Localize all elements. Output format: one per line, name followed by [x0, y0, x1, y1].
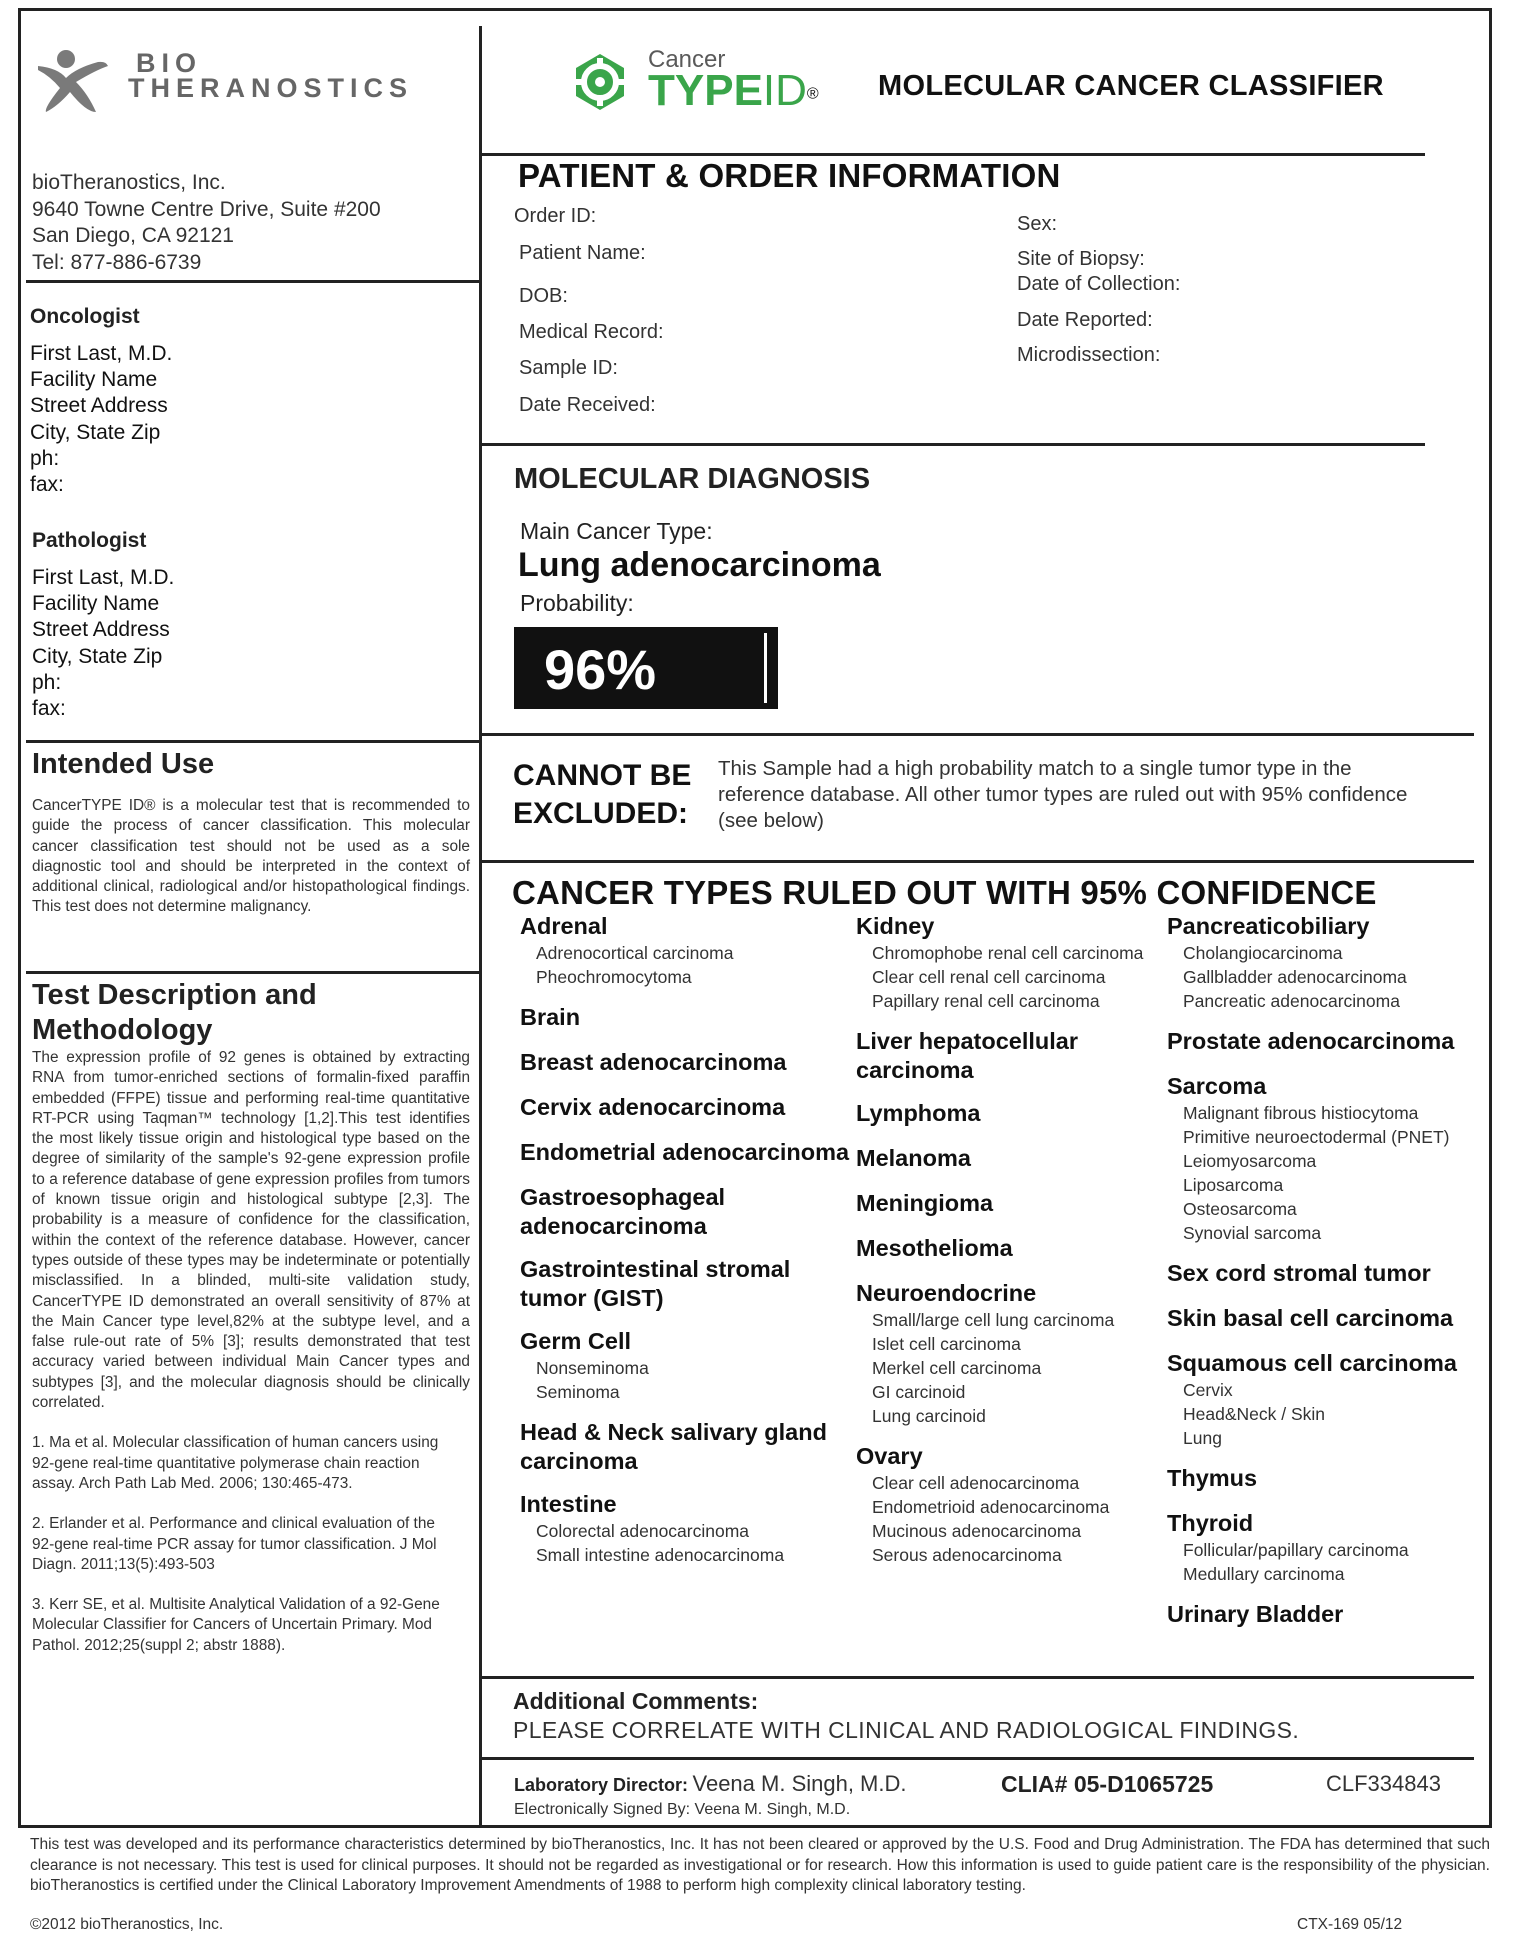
target-icon [570, 52, 630, 112]
intended-use-section [32, 747, 470, 918]
group-subtype: Small/large cell lung carcinoma [872, 1310, 1115, 1330]
group-title: Thymus [1167, 1465, 1258, 1491]
ruled-out-column-3 [1167, 912, 1467, 1643]
clia-number: CLIA# 05-D1065725 [1001, 1771, 1214, 1797]
ruled-group-intestine [520, 1490, 850, 1567]
group-title: Gastrointestinal stromal tumor (GIST) [520, 1256, 791, 1311]
signature-line [514, 1771, 907, 1797]
test-description-heading-1: Test Description and [32, 979, 317, 1011]
ruled-group-skin-basal [1167, 1304, 1467, 1333]
divider-header-right [481, 153, 1425, 156]
column-divider [479, 26, 482, 1826]
group-subtype: Mucinous adenocarcinoma [872, 1521, 1082, 1541]
product-logo-small: Cancer [648, 46, 726, 73]
group-title: Intestine [520, 1491, 617, 1517]
field-patient-name: Patient Name: [519, 242, 646, 264]
field-date-received: Date Received: [519, 394, 656, 416]
group-subtype: Malignant fibrous histiocytoma [1183, 1103, 1419, 1123]
pathologist-block [32, 529, 174, 722]
group-title: Cervix adenocarcinoma [520, 1094, 786, 1120]
group-title: Head & Neck salivary gland carcinoma [520, 1419, 827, 1474]
pathologist-line: City, State Zip [32, 644, 163, 668]
group-subtype: Papillary renal cell carcinoma [872, 991, 1100, 1011]
reference-3: 3. Kerr SE, et al. Multisite Analytical Validation of a 92-Gene Molecular Classifier for Cancers of Uncertain Primary. Mod Pathol. 2012;25(suppl 2; abstr 1888). [32, 1596, 440, 1654]
group-title: Sarcoma [1167, 1073, 1267, 1099]
main-cancer-type-value: Lung adenocarcinoma [518, 546, 881, 584]
product-logo-id: ID [762, 66, 807, 115]
divider-ruled-out [481, 1676, 1474, 1679]
product-logo [570, 46, 860, 122]
probability-value: 96% [544, 638, 657, 701]
oncologist-line: First Last, M.D. [30, 342, 173, 365]
group-title: Adrenal [520, 913, 608, 939]
group-subtype: Serous adenocarcinoma [872, 1545, 1062, 1565]
probability-label: Probability: [520, 590, 634, 616]
group-subtype: Islet cell carcinoma [872, 1334, 1021, 1354]
group-title: Liver hepatocellular carcinoma [856, 1028, 1079, 1083]
group-title: Breast adenocarcinoma [520, 1049, 787, 1075]
group-subtype: Liposarcoma [1183, 1175, 1284, 1195]
group-subtype: Clear cell adenocarcinoma [872, 1473, 1080, 1493]
ruled-group-prostate [1167, 1027, 1467, 1056]
director-label: Laboratory Director: [514, 1775, 689, 1795]
group-subtype: Nonseminoma [536, 1358, 649, 1378]
clf-number: CLF334843 [1326, 1771, 1441, 1796]
group-subtype: Head&Neck / Skin [1183, 1404, 1326, 1424]
product-logo-type: TYPE [648, 66, 763, 115]
oncologist-line: City, State Zip [30, 420, 161, 444]
group-subtype: Lung [1183, 1428, 1222, 1448]
group-subtype: Adrenocortical carcinoma [536, 943, 734, 963]
report-title: MOLECULAR CANCER CLASSIFIER [878, 70, 1384, 102]
group-subtype: Follicular/papillary carcinoma [1183, 1540, 1409, 1560]
group-subtype: Seminoma [536, 1382, 620, 1402]
oncologist-line: fax: [30, 473, 64, 497]
field-sex: Sex: [1017, 213, 1058, 235]
document-code: CTX-169 05/12 [1297, 1916, 1403, 1933]
pathologist-line: fax: [32, 697, 66, 721]
ruled-group-thyroid [1167, 1509, 1467, 1586]
group-subtype: Primitive neuroectodermal (PNET) [1183, 1127, 1450, 1147]
group-subtype: GI carcinoid [872, 1382, 966, 1402]
divider-left-address [26, 280, 481, 283]
group-title: Endometrial adenocarcinoma [520, 1139, 850, 1165]
field-dob: DOB: [519, 285, 568, 307]
ruled-group-urinary-bladder [1167, 1600, 1467, 1629]
group-subtype: Small intestine adenocarcinoma [536, 1545, 785, 1565]
company-street: 9640 Towne Centre Drive, Suite #200 [32, 197, 381, 221]
ruled-out-heading: CANCER TYPES RULED OUT WITH 95% CONFIDENCE [512, 874, 1377, 911]
group-title: Meningioma [856, 1190, 994, 1216]
ruled-out-column-1 [520, 912, 850, 1581]
group-subtype: Chromophobe renal cell carcinoma [872, 943, 1144, 963]
company-tel: Tel: 877-886-6739 [32, 250, 202, 274]
group-title: Kidney [856, 913, 935, 939]
ruled-group-sex-cord [1167, 1259, 1467, 1288]
ruled-group-brain [520, 1003, 850, 1032]
field-sample-id: Sample ID: [519, 357, 618, 379]
ruled-group-breast [520, 1048, 850, 1077]
fda-disclaimer: This test was developed and its performance characteristics determined by bioTheranostics, Inc. It has not been cleared or approved by the U.S. Food and Drug Administration. The FDA has determined that such clearance is not necessary. This test is used for clinical purposes. It should not be regarded as investigational or for research. How this information is used to guide patient care is the responsibility of the physician. bioTheranostics is certified under the Clinical Laboratory Improvement Amendments of 1988 to perform high complexity clinical laboratory testing. [30, 1836, 1490, 1894]
pathologist-heading: Pathologist [32, 529, 147, 552]
test-description-text: The expression profile of 92 genes is obtained by extracting RNA from tumor-enriched sections of formalin-fixed paraffin embedded (FFPE) tissue and performing real-time quantitative RT-PCR using Taqman™ technology [1,2].This test identifies the most likely tissue origin and histological type based on the degree of similarity of the sample's 92-gene expression profile to a reference database of gene expression profiles from tumors of known tissue origin and histological subtype [2,3]. The probability is a measure of confidence for the classification, within the context of the reference database. However, cancer types outside of these types may be indeterminate or potentially misclassified. In a blinded, multi-site validation study, CancerTYPE ID demonstrated an overall sensitivity of 87% at the Main Cancer type level,82% at the subtype level, and a false rule-out rate of 5% [3]; results demonstrated that test accuracy varied between individual Main Cancer types and subtypes [3], and the molecular diagnosis should be clinically correlated. [32, 1049, 470, 1412]
group-subtype: Gallbladder adenocarcinoma [1183, 967, 1407, 987]
group-title: Neuroendocrine [856, 1280, 1037, 1306]
probability-box [514, 627, 778, 709]
company-logo [36, 48, 436, 112]
group-title: Squamous cell carcinoma [1167, 1350, 1457, 1376]
molecular-diagnosis-heading: MOLECULAR DIAGNOSIS [514, 463, 871, 495]
biotheranostics-logo-icon [36, 48, 116, 114]
field-medical-record: Medical Record: [519, 321, 664, 343]
group-subtype: Merkel cell carcinoma [872, 1358, 1042, 1378]
group-subtype: Cholangiocarcinoma [1183, 943, 1343, 963]
ruled-group-melanoma [856, 1144, 1166, 1173]
group-title: Brain [520, 1004, 581, 1030]
oncologist-line: Facility Name [30, 368, 158, 392]
patient-order-heading: PATIENT & ORDER INFORMATION [518, 157, 1061, 194]
reference-1: 1. Ma et al. Molecular classification of human cancers using 92-gene real-time quantitative polymerase chain reaction assay. Arch Path Lab Med. 2006; 130:465-473. [32, 1434, 439, 1492]
field-date-reported: Date Reported: [1017, 309, 1153, 331]
ruled-group-pancreaticobiliary [1167, 912, 1467, 1013]
group-subtype: Cervix [1183, 1380, 1233, 1400]
ruled-group-neuroendocrine [856, 1279, 1166, 1428]
test-description-heading-2: Methodology [32, 1014, 213, 1046]
comments-text: PLEASE CORRELATE WITH CLINICAL AND RADIOLOGICAL FINDINGS. [513, 1717, 1300, 1743]
pathologist-line: ph: [32, 670, 62, 694]
ruled-group-kidney [856, 912, 1166, 1013]
company-logo-top: BIO [136, 48, 203, 78]
group-subtype: Synovial sarcoma [1183, 1223, 1322, 1243]
test-description-section [32, 978, 470, 1656]
group-subtype: Endometrioid adenocarcinoma [872, 1497, 1110, 1517]
product-logo-reg: ® [806, 85, 819, 103]
ruled-group-ovary [856, 1442, 1166, 1567]
ruled-group-head-neck [520, 1418, 840, 1476]
field-order-id: Order ID: [514, 205, 597, 227]
company-logo-bottom: THERANOSTICS [128, 73, 414, 103]
ruled-group-squamous [1167, 1349, 1467, 1450]
cannot-be-excluded-text: This Sample had a high probability match to a single tumor type in the reference database. All other tumor types are ruled out with 95% confidence (see below) [718, 757, 1408, 832]
ruled-group-meningioma [856, 1189, 1166, 1218]
group-subtype: Pheochromocytoma [536, 967, 692, 987]
group-title: Melanoma [856, 1145, 971, 1171]
ruled-group-cervix [520, 1093, 850, 1122]
company-city: San Diego, CA 92121 [32, 224, 234, 247]
main-cancer-type-label: Main Cancer Type: [520, 518, 713, 544]
ruled-group-sarcoma [1167, 1072, 1467, 1245]
group-subtype: Clear cell renal cell carcinoma [872, 967, 1106, 987]
ruled-group-gastroesophageal [520, 1183, 770, 1241]
group-title: Germ Cell [520, 1328, 632, 1354]
cannot-be-excluded-label [513, 757, 691, 833]
pathologist-line: Facility Name [32, 592, 160, 616]
esigned-by: Electronically Signed By: Veena M. Singh, M.D. [514, 1801, 851, 1818]
intended-use-heading: Intended Use [32, 748, 215, 780]
group-subtype: Osteosarcoma [1183, 1199, 1297, 1219]
group-title: Sex cord stromal tumor [1167, 1260, 1431, 1286]
group-subtype: Leiomyosarcoma [1183, 1151, 1317, 1171]
group-title: Ovary [856, 1443, 923, 1469]
pathologist-line: Street Address [32, 618, 170, 642]
reference-2: 2. Erlander et al. Performance and clinical evaluation of the 92-gene real-time PCR assay for tumor classification. J Mol Diagn. 2011;13(5):493-503 [32, 1515, 437, 1573]
intended-use-text: CancerTYPE ID® is a molecular test that is recommended to guide the process of cancer classification. This molecular cancer classification test should not be used as a sole diagnostic tool and should be interpreted in the context of additional clinical, radiological and/or histopathological findings. This test does not determine malignancy. [32, 797, 470, 916]
ruled-out-column-2 [856, 912, 1166, 1581]
company-address [32, 170, 381, 276]
patient-fields-right [1017, 210, 1180, 370]
oncologist-line: ph: [30, 446, 60, 470]
group-title: Skin basal cell carcinoma [1167, 1305, 1454, 1331]
ruled-group-germ-cell [520, 1327, 850, 1404]
group-title: Mesothelioma [856, 1235, 1013, 1261]
oncologist-heading: Oncologist [30, 305, 140, 328]
company-name: bioTheranostics, Inc. [32, 171, 226, 194]
group-title: Thyroid [1167, 1510, 1254, 1536]
comments-heading: Additional Comments: [513, 1688, 759, 1714]
divider-left-intended [26, 740, 481, 743]
oncologist-block [30, 305, 172, 498]
field-microdissection: Microdissection: [1017, 344, 1161, 366]
director-name: Veena M. Singh, M.D. [692, 1771, 907, 1796]
divider-left-method [26, 971, 481, 974]
ruled-group-lymphoma [856, 1099, 1166, 1128]
group-title: Pancreaticobiliary [1167, 913, 1370, 939]
divider-comments [481, 1757, 1474, 1760]
cannot-label-1: CANNOT BE [513, 759, 692, 792]
ruled-group-mesothelioma [856, 1234, 1166, 1263]
probability-marker [764, 633, 767, 703]
group-subtype: Colorectal adenocarcinoma [536, 1521, 750, 1541]
group-subtype: Medullary carcinoma [1183, 1564, 1345, 1584]
pathologist-line: First Last, M.D. [32, 566, 175, 589]
oncologist-line: Street Address [30, 394, 168, 418]
ruled-group-thymus [1167, 1464, 1467, 1493]
group-subtype: Pancreatic adenocarcinoma [1183, 991, 1400, 1011]
group-title: Prostate adenocarcinoma [1167, 1028, 1455, 1054]
group-title: Urinary Bladder [1167, 1601, 1344, 1627]
divider-patient [481, 443, 1425, 446]
divider-cannot [481, 860, 1474, 863]
ruled-group-liver [856, 1027, 1096, 1085]
group-title: Gastroesophageal adenocarcinoma [520, 1184, 726, 1239]
divider-diagnosis [481, 733, 1474, 736]
ruled-group-endometrial [520, 1138, 850, 1167]
copyright: ©2012 bioTheranostics, Inc. [30, 1916, 224, 1933]
ruled-group-adrenal [520, 912, 850, 989]
field-date-of-collection: Date of Collection: [1017, 273, 1181, 295]
patient-fields-left [514, 202, 664, 420]
ruled-group-gist [520, 1255, 810, 1313]
group-subtype: Lung carcinoid [872, 1406, 986, 1426]
cannot-label-2: EXCLUDED: [513, 797, 689, 830]
field-site-of-biopsy: Site of Biopsy: [1017, 248, 1145, 270]
group-title: Lymphoma [856, 1100, 981, 1126]
product-logo-main [648, 66, 819, 116]
